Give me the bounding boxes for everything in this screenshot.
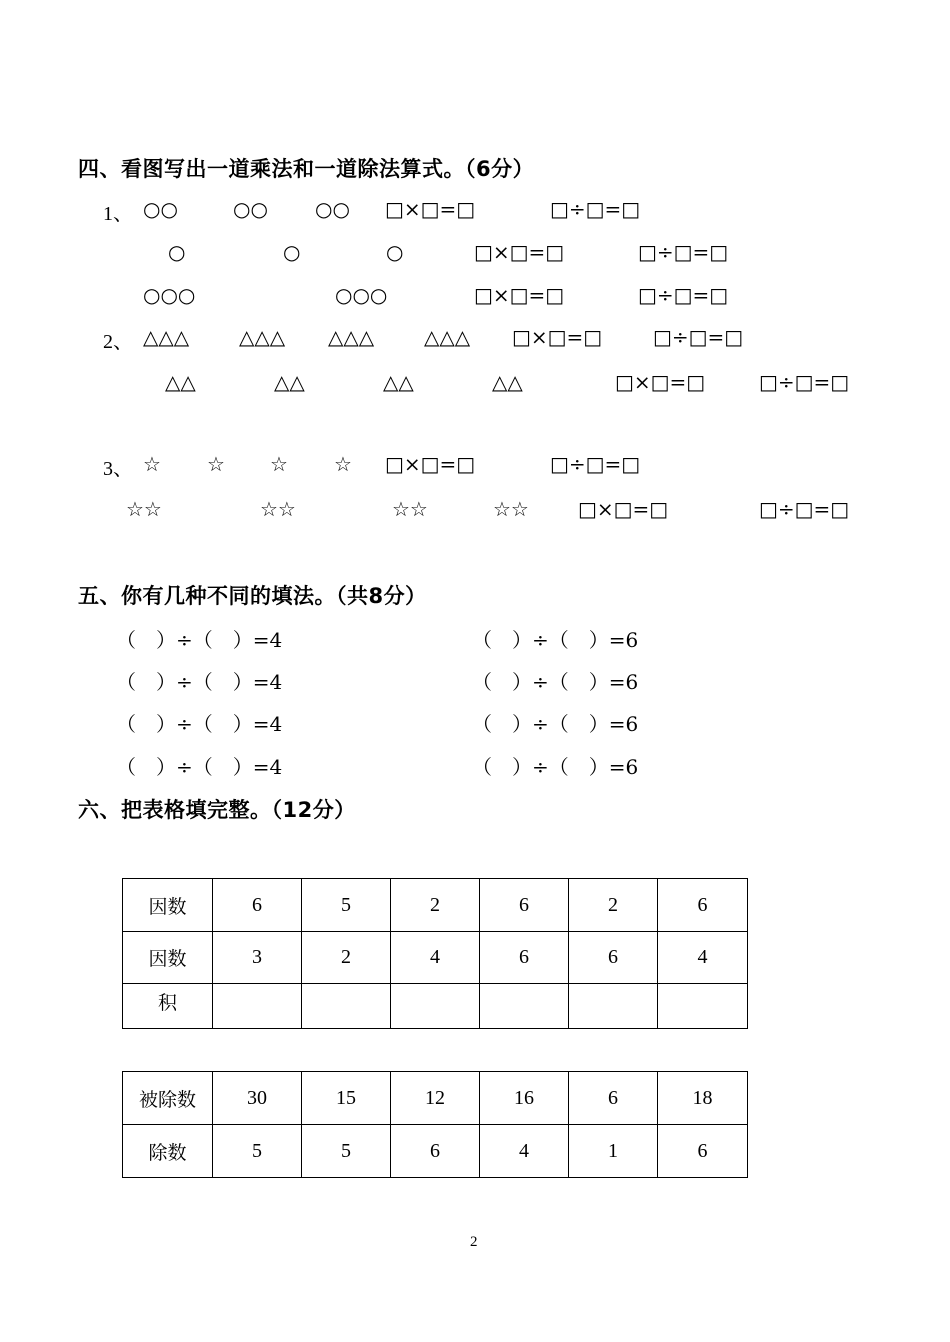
product-answer-cell[interactable] xyxy=(569,984,658,1029)
table-cell: 15 xyxy=(302,1072,391,1125)
star-group: ☆ xyxy=(143,452,161,476)
table-cell: 2 xyxy=(569,879,658,932)
triangle-group: △△△ xyxy=(424,325,471,349)
table-cell: 6 xyxy=(391,1125,480,1178)
multiplication-table xyxy=(122,878,748,1029)
table-row xyxy=(123,1125,748,1178)
section-4-title: 四、看图写出一道乘法和一道除法算式。（6分） xyxy=(78,157,535,181)
table-cell: 4 xyxy=(480,1125,569,1178)
star-group: ☆☆ xyxy=(493,497,529,521)
table-cell: 16 xyxy=(480,1072,569,1125)
division-blank[interactable]: □÷□=□ xyxy=(759,497,850,521)
product-answer-cell[interactable] xyxy=(302,984,391,1029)
division-blank[interactable]: □÷□=□ xyxy=(653,325,744,349)
table-cell: 5 xyxy=(302,1125,391,1178)
division-blank[interactable]: □÷□=□ xyxy=(550,197,641,221)
table-cell: 30 xyxy=(213,1072,302,1125)
table-row xyxy=(123,984,748,1029)
section-6-title: 六、把表格填完整。（12分） xyxy=(78,798,356,822)
triangle-group: △△△ xyxy=(239,325,286,349)
table-cell: 6 xyxy=(569,932,658,984)
division-table xyxy=(122,1071,748,1178)
multiplication-blank[interactable]: □×□=□ xyxy=(474,283,565,307)
triangle-group: △△△ xyxy=(143,325,190,349)
row-header: 积 xyxy=(123,984,213,1029)
triangle-group: △△ xyxy=(274,370,305,394)
division-blank[interactable]: □÷□=□ xyxy=(638,240,729,264)
table-cell: 1 xyxy=(569,1125,658,1178)
table-cell: 6 xyxy=(658,879,748,932)
star-group: ☆ xyxy=(207,452,225,476)
circle-group: ○○ xyxy=(143,197,178,221)
multiplication-blank[interactable]: □×□=□ xyxy=(474,240,565,264)
multiplication-blank[interactable]: □×□=□ xyxy=(512,325,603,349)
table-row xyxy=(123,879,748,932)
product-answer-cell[interactable] xyxy=(658,984,748,1029)
triangle-group: △△ xyxy=(165,370,196,394)
table-cell: 5 xyxy=(302,879,391,932)
table-cell: 6 xyxy=(480,932,569,984)
division-fill-in-6[interactable]: （ ）÷（ ）=6 xyxy=(472,712,639,736)
question-1-label: 1、 xyxy=(103,203,133,225)
star-group: ☆☆ xyxy=(260,497,296,521)
multiplication-blank[interactable]: □×□=□ xyxy=(615,370,706,394)
multiplication-blank[interactable]: □×□=□ xyxy=(385,197,476,221)
table-cell: 6 xyxy=(480,879,569,932)
triangle-group: △△△ xyxy=(328,325,375,349)
division-fill-in-6[interactable]: （ ）÷（ ）=6 xyxy=(472,670,639,694)
triangle-group: △△ xyxy=(492,370,523,394)
table-row xyxy=(123,1072,748,1125)
page-number: 2 xyxy=(470,1234,478,1250)
division-fill-in-4[interactable]: （ ）÷（ ）=4 xyxy=(116,670,283,694)
circle-group: ○○ xyxy=(233,197,268,221)
circle-group: ○ xyxy=(386,240,404,264)
circle-group: ○○ xyxy=(315,197,350,221)
division-fill-in-6[interactable]: （ ）÷（ ）=6 xyxy=(472,628,639,652)
table-cell: 12 xyxy=(391,1072,480,1125)
division-fill-in-4[interactable]: （ ）÷（ ）=4 xyxy=(116,628,283,652)
division-fill-in-6[interactable]: （ ）÷（ ）=6 xyxy=(472,755,639,779)
division-fill-in-4[interactable]: （ ）÷（ ）=4 xyxy=(116,755,283,779)
star-group: ☆ xyxy=(270,452,288,476)
table-cell: 2 xyxy=(302,932,391,984)
product-answer-cell[interactable] xyxy=(213,984,302,1029)
product-answer-cell[interactable] xyxy=(391,984,480,1029)
multiplication-blank[interactable]: □×□=□ xyxy=(385,452,476,476)
star-group: ☆ xyxy=(334,452,352,476)
row-header: 因数 xyxy=(123,932,213,984)
row-header: 被除数 xyxy=(123,1072,213,1125)
circle-group: ○ xyxy=(283,240,301,264)
division-fill-in-4[interactable]: （ ）÷（ ）=4 xyxy=(116,712,283,736)
table-cell: 4 xyxy=(658,932,748,984)
table-row xyxy=(123,932,748,984)
circle-group: ○○○ xyxy=(143,283,196,307)
table-cell: 4 xyxy=(391,932,480,984)
circle-group: ○○○ xyxy=(335,283,388,307)
division-blank[interactable]: □÷□=□ xyxy=(638,283,729,307)
triangle-group: △△ xyxy=(383,370,414,394)
division-blank[interactable]: □÷□=□ xyxy=(550,452,641,476)
multiplication-blank[interactable]: □×□=□ xyxy=(578,497,669,521)
table-cell: 3 xyxy=(213,932,302,984)
table-cell: 6 xyxy=(213,879,302,932)
table-cell: 6 xyxy=(569,1072,658,1125)
row-header: 因数 xyxy=(123,879,213,932)
table-cell: 6 xyxy=(658,1125,748,1178)
table-cell: 18 xyxy=(658,1072,748,1125)
circle-group: ○ xyxy=(168,240,186,264)
question-3-label: 3、 xyxy=(103,458,133,480)
product-answer-cell[interactable] xyxy=(480,984,569,1029)
question-2-label: 2、 xyxy=(103,331,133,353)
table-cell: 5 xyxy=(213,1125,302,1178)
division-blank[interactable]: □÷□=□ xyxy=(759,370,850,394)
star-group: ☆☆ xyxy=(126,497,162,521)
table-cell: 2 xyxy=(391,879,480,932)
row-header: 除数 xyxy=(123,1125,213,1178)
section-5-title: 五、你有几种不同的填法。（共8分） xyxy=(78,584,427,608)
star-group: ☆☆ xyxy=(392,497,428,521)
